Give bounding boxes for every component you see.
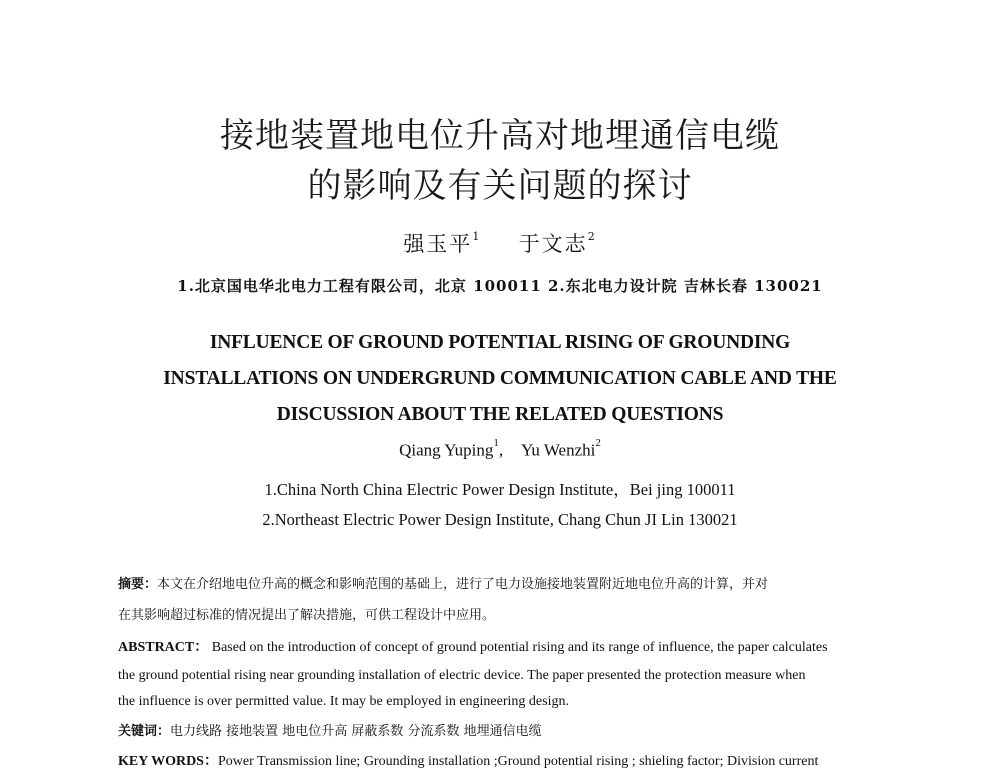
chinese-title-line-2: 的影响及有关问题的探讨: [307, 166, 693, 206]
english-keywords-text: Power Transmission line; Grounding installation ;Ground potential rising ; shieling factor; Division current: [217, 754, 819, 769]
english-abstract-line-1: [118, 636, 898, 656]
english-title-line-2: INSTALLATIONS ON UNDERGRUND COMMUNICATION CABLE AND THE: [163, 368, 837, 389]
english-affiliation-2: 2.Northeast Electric Power Design Institute, Chang Chun JI Lin 130021: [262, 510, 738, 529]
chinese-author-1: 强玉平: [403, 232, 473, 256]
chinese-abstract-label: 摘要：: [118, 577, 158, 592]
english-abstract-label: ABSTRACT：: [118, 640, 209, 655]
chinese-abstract-line-2: 在其影响超过标准的情况提出了解决措施，可供工程设计中应用。: [118, 608, 496, 623]
chinese-title-line-1: 接地装置地电位升高对地埋通信电缆: [220, 116, 780, 156]
english-keywords-label: KEY WORDS：: [118, 754, 218, 769]
english-author-2-mark: 2: [595, 437, 601, 449]
chinese-author-2: 于文志: [518, 232, 588, 256]
chinese-keywords-text: 电力线路 接地装置 地电位升高 屏蔽系数 分流系数 地埋通信电缆: [170, 724, 542, 739]
english-abstract-line-3: the influence is over permitted value. It may be employed in engineering design.: [118, 694, 569, 709]
english-abstract-text-1: Based on the introduction of concept of ground potential rising and its range of influence, the paper calculates: [208, 640, 828, 655]
chinese-keywords-label: 关键词：: [118, 724, 171, 739]
chinese-keywords: [118, 720, 898, 739]
english-abstract-line-2: the ground potential rising near grounding installation of electric device. The paper presented the protection measure when: [118, 668, 806, 683]
chinese-author-2-mark: 2: [587, 230, 597, 243]
english-abstract: [118, 636, 898, 710]
chinese-affiliations: 1.北京国电华北电力工程有限公司，北京 100011 2.东北电力设计院 吉林长春 130021: [177, 277, 823, 295]
english-author-1: Qiang Yuping: [399, 440, 494, 460]
english-title-line-3: DISCUSSION ABOUT THE RELATED QUESTIONS: [276, 404, 724, 425]
english-affiliation-1: 1.China North China Electric Power Design Institute，Bei jing 100011: [264, 480, 736, 499]
english-author-separator: ,: [498, 440, 504, 460]
english-authors: [0, 437, 1000, 461]
chinese-abstract-line-1: [118, 573, 898, 592]
chinese-abstract-text-1: 本文在介绍地电位升高的概念和影响范围的基础上，进行了电力设施接地装置附近地电位升高的计算，并对: [157, 577, 769, 592]
english-title-line-1: INFLUENCE OF GROUND POTENTIAL RISING OF GROUNDING: [209, 332, 791, 353]
chinese-abstract: [118, 573, 898, 623]
english-keywords: [118, 750, 898, 770]
english-author-2: Yu Wenzhi: [521, 440, 596, 460]
chinese-author-1-mark: 1: [472, 230, 482, 243]
chinese-authors: [0, 228, 1000, 258]
english-author-1-mark: 1: [493, 437, 499, 449]
